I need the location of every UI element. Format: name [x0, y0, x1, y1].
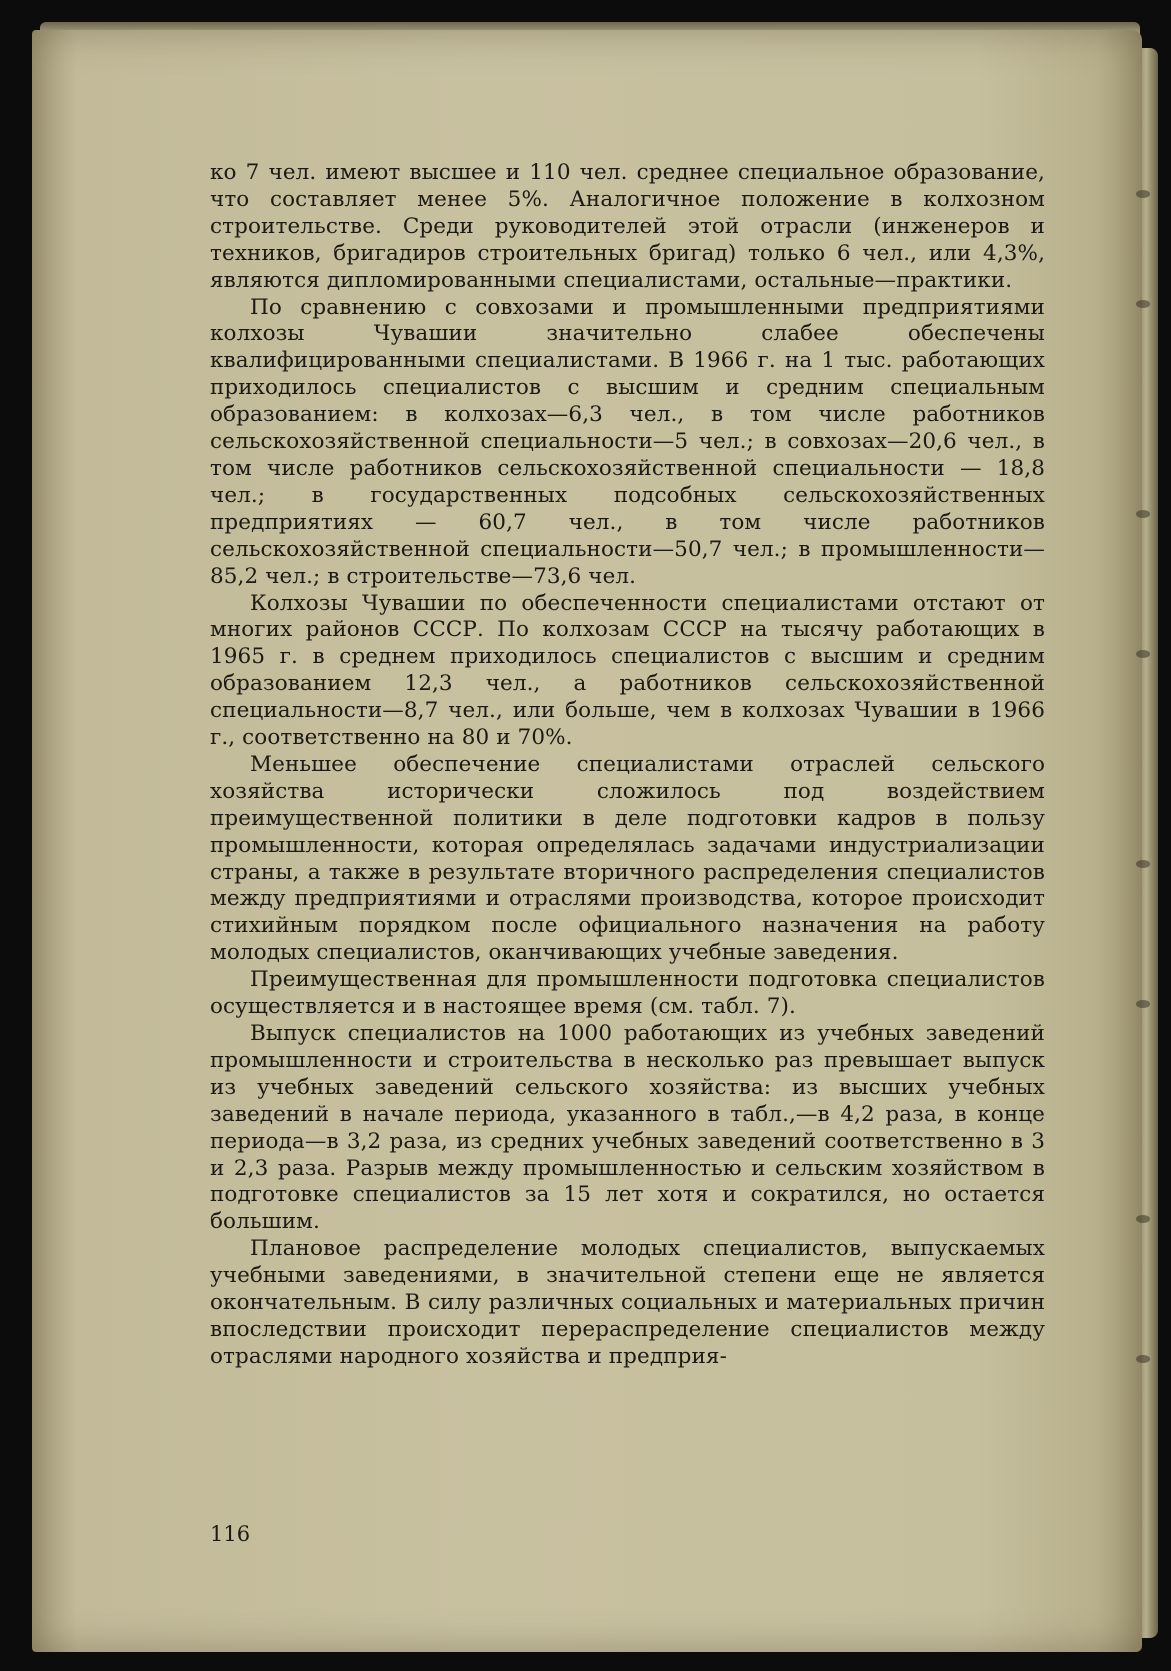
- paragraph-5: Преимущественная для промышленности подготовка специалистов осуществляется и в настоящее время (см. табл. 7).: [210, 967, 1045, 1020]
- binding-thread-mark: [1136, 650, 1150, 658]
- binding-thread-mark: [1136, 300, 1150, 308]
- paragraph-7: Плановое распределение молодых специалистов, выпускаемых учебными заведениями, в значительной степени еще не является окончательным. В силу различных социальных и материальных причин впоследствии происходит перераспределение специалистов между отраслями народного хозяйства и предприя-: [210, 1236, 1045, 1369]
- paragraph-2: По сравнению с совхозами и промышленными предприятиями колхозы Чувашии значительно слабее обеспечены квалифицированными специалистами. В 1966 г. на 1 тыс. работающих приходилось специалистов с высшим и средним специальным образованием: в колхозах—6,3 чел., в том числе работников сельскохозяйственной специальности—5 чел.; в совхозах—20,6 чел., в том числе работников сельскохозяйственной специальности — 18,8 чел.; в государственных подсобных сельскохозяйственных предприятиях — 60,7 чел., в том числе работников сельскохозяйственной специальности—50,7 чел.; в промышленности—85,2 чел.; в строительстве—73,6 чел.: [210, 294, 1045, 589]
- binding-thread-mark: [1136, 860, 1150, 868]
- paragraph-6: Выпуск специалистов на 1000 работающих из учебных заведений промышленности и строительства в несколько раз превышает выпуск из учебных заведений сельского хозяйства: из высших учебных заведений в начале периода, указанного в табл.,—в 4,2 раза, в конце периода—в 3,2 раза, из средних учебных заведений соответственно в 3 и 2,3 раза. Разрыв между промышленностью и сельским хозяйством в подготовке специалистов за 15 лет хотя и сократился, но остается большим.: [210, 1021, 1045, 1235]
- paragraph-3: Колхозы Чувашии по обеспеченности специалистами отстают от многих районов СССР. По колхозам СССР на тысячу работающих в 1965 г. в среднем приходилось специалистов с высшим и средним образованием 12,3 чел., а работников сельскохозяйственной специальности—8,7 чел., или больше, чем в колхозах Чувашии в 1966 г., соответственно на 80 и 70%.: [210, 590, 1045, 751]
- binding-thread-mark: [1136, 1000, 1150, 1008]
- page-number: 116: [210, 1522, 251, 1546]
- binding-thread-mark: [1136, 1215, 1150, 1223]
- binding-thread-mark: [1136, 510, 1150, 518]
- paragraph-1: ко 7 чел. имеют высшее и 110 чел. среднее специальное образование, что составляет менее 5%. Аналогичное положение в колхозном строительстве. Среди руководителей этой отрасли (инженеров и техников, бригадиров строительных бригад) только 6 чел., или 4,3%, являются дипломированными специалистами, остальные—практики.: [210, 160, 1045, 293]
- binding-thread-mark: [1136, 190, 1150, 198]
- paragraph-4: Меньшее обеспечение специалистами отраслей сельского хозяйства исторически сложилось под воздействием преимущественной политики в деле подготовки кадров в пользу промышленности, которая определялась задачами индустриализации страны, а также в результате вторичного распределения специалистов между предприятиями и отраслями производства, которое происходит стихийным порядком после официального назначения на работу молодых специалистов, оканчивающих учебные заведения.: [210, 751, 1045, 966]
- body-text: [210, 160, 1045, 1371]
- binding-thread-mark: [1136, 1355, 1150, 1363]
